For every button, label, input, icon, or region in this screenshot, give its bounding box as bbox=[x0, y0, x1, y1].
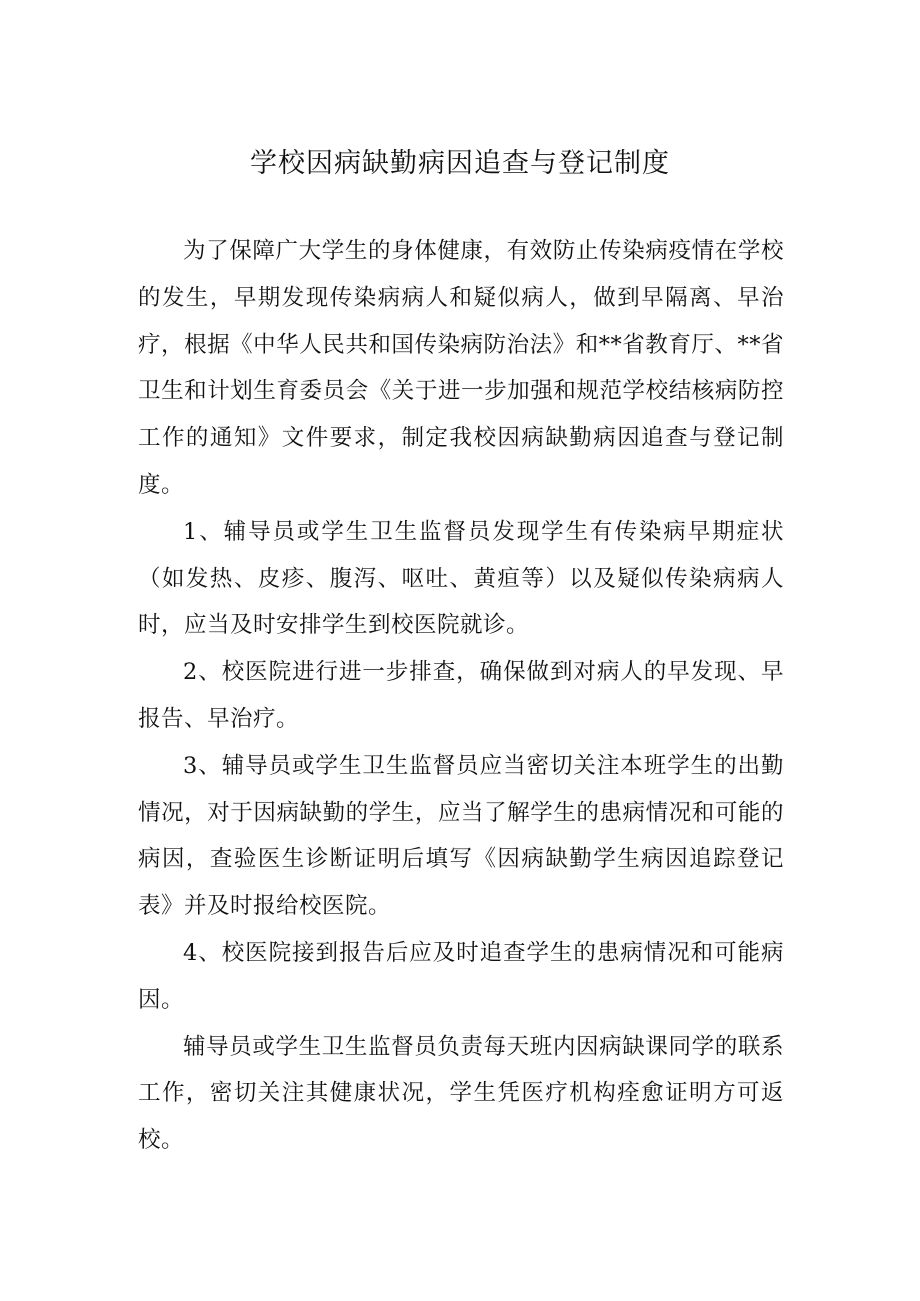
document-title: 学校因病缺勤病因追查与登记制度 bbox=[250, 148, 670, 179]
paragraph-item-4: 4、校医院接到报告后应及时追查学生的患病情况和可能病因。 bbox=[138, 939, 784, 1013]
paragraph-closing: 辅导员或学生卫生监督员负责每天班内因病缺课同学的联系工作，密切关注其健康状况，学生凭医疗机构痊愈证明方可返校。 bbox=[138, 1033, 784, 1154]
paragraph-item-1: 1、辅导员或学生卫生监督员发现学生有传染病早期症状（如发热、皮疹、腹泻、呕吐、黄疸等）以及疑似传染病病人时，应当及时安排学生到校医院就诊。 bbox=[138, 518, 784, 639]
document-body bbox=[138, 228, 784, 1164]
paragraph-item-3: 3、辅导员或学生卫生监督员应当密切关注本班学生的出勤情况，对于因病缺勤的学生，应当了解学生的患病情况和可能的病因，查验医生诊断证明后填写《因病缺勤学生病因追踪登记表》并及时报给校医院。 bbox=[138, 752, 784, 920]
paragraph-intro: 为了保障广大学生的身体健康，有效防止传染病疫情在学校的发生，早期发现传染病病人和疑似病人，做到早隔离、早治疗，根据《中华人民共和国传染病防治法》和**省教育厅、**省卫生和计划生育委员会《关于进一步加强和规范学校结核病防控工作的通知》文件要求，制定我校因病缺勤病因追查与登记制度。 bbox=[138, 238, 784, 498]
paragraph-item-2: 2、校医院进行进一步排查，确保做到对病人的早发现、早报告、早治疗。 bbox=[138, 659, 784, 732]
